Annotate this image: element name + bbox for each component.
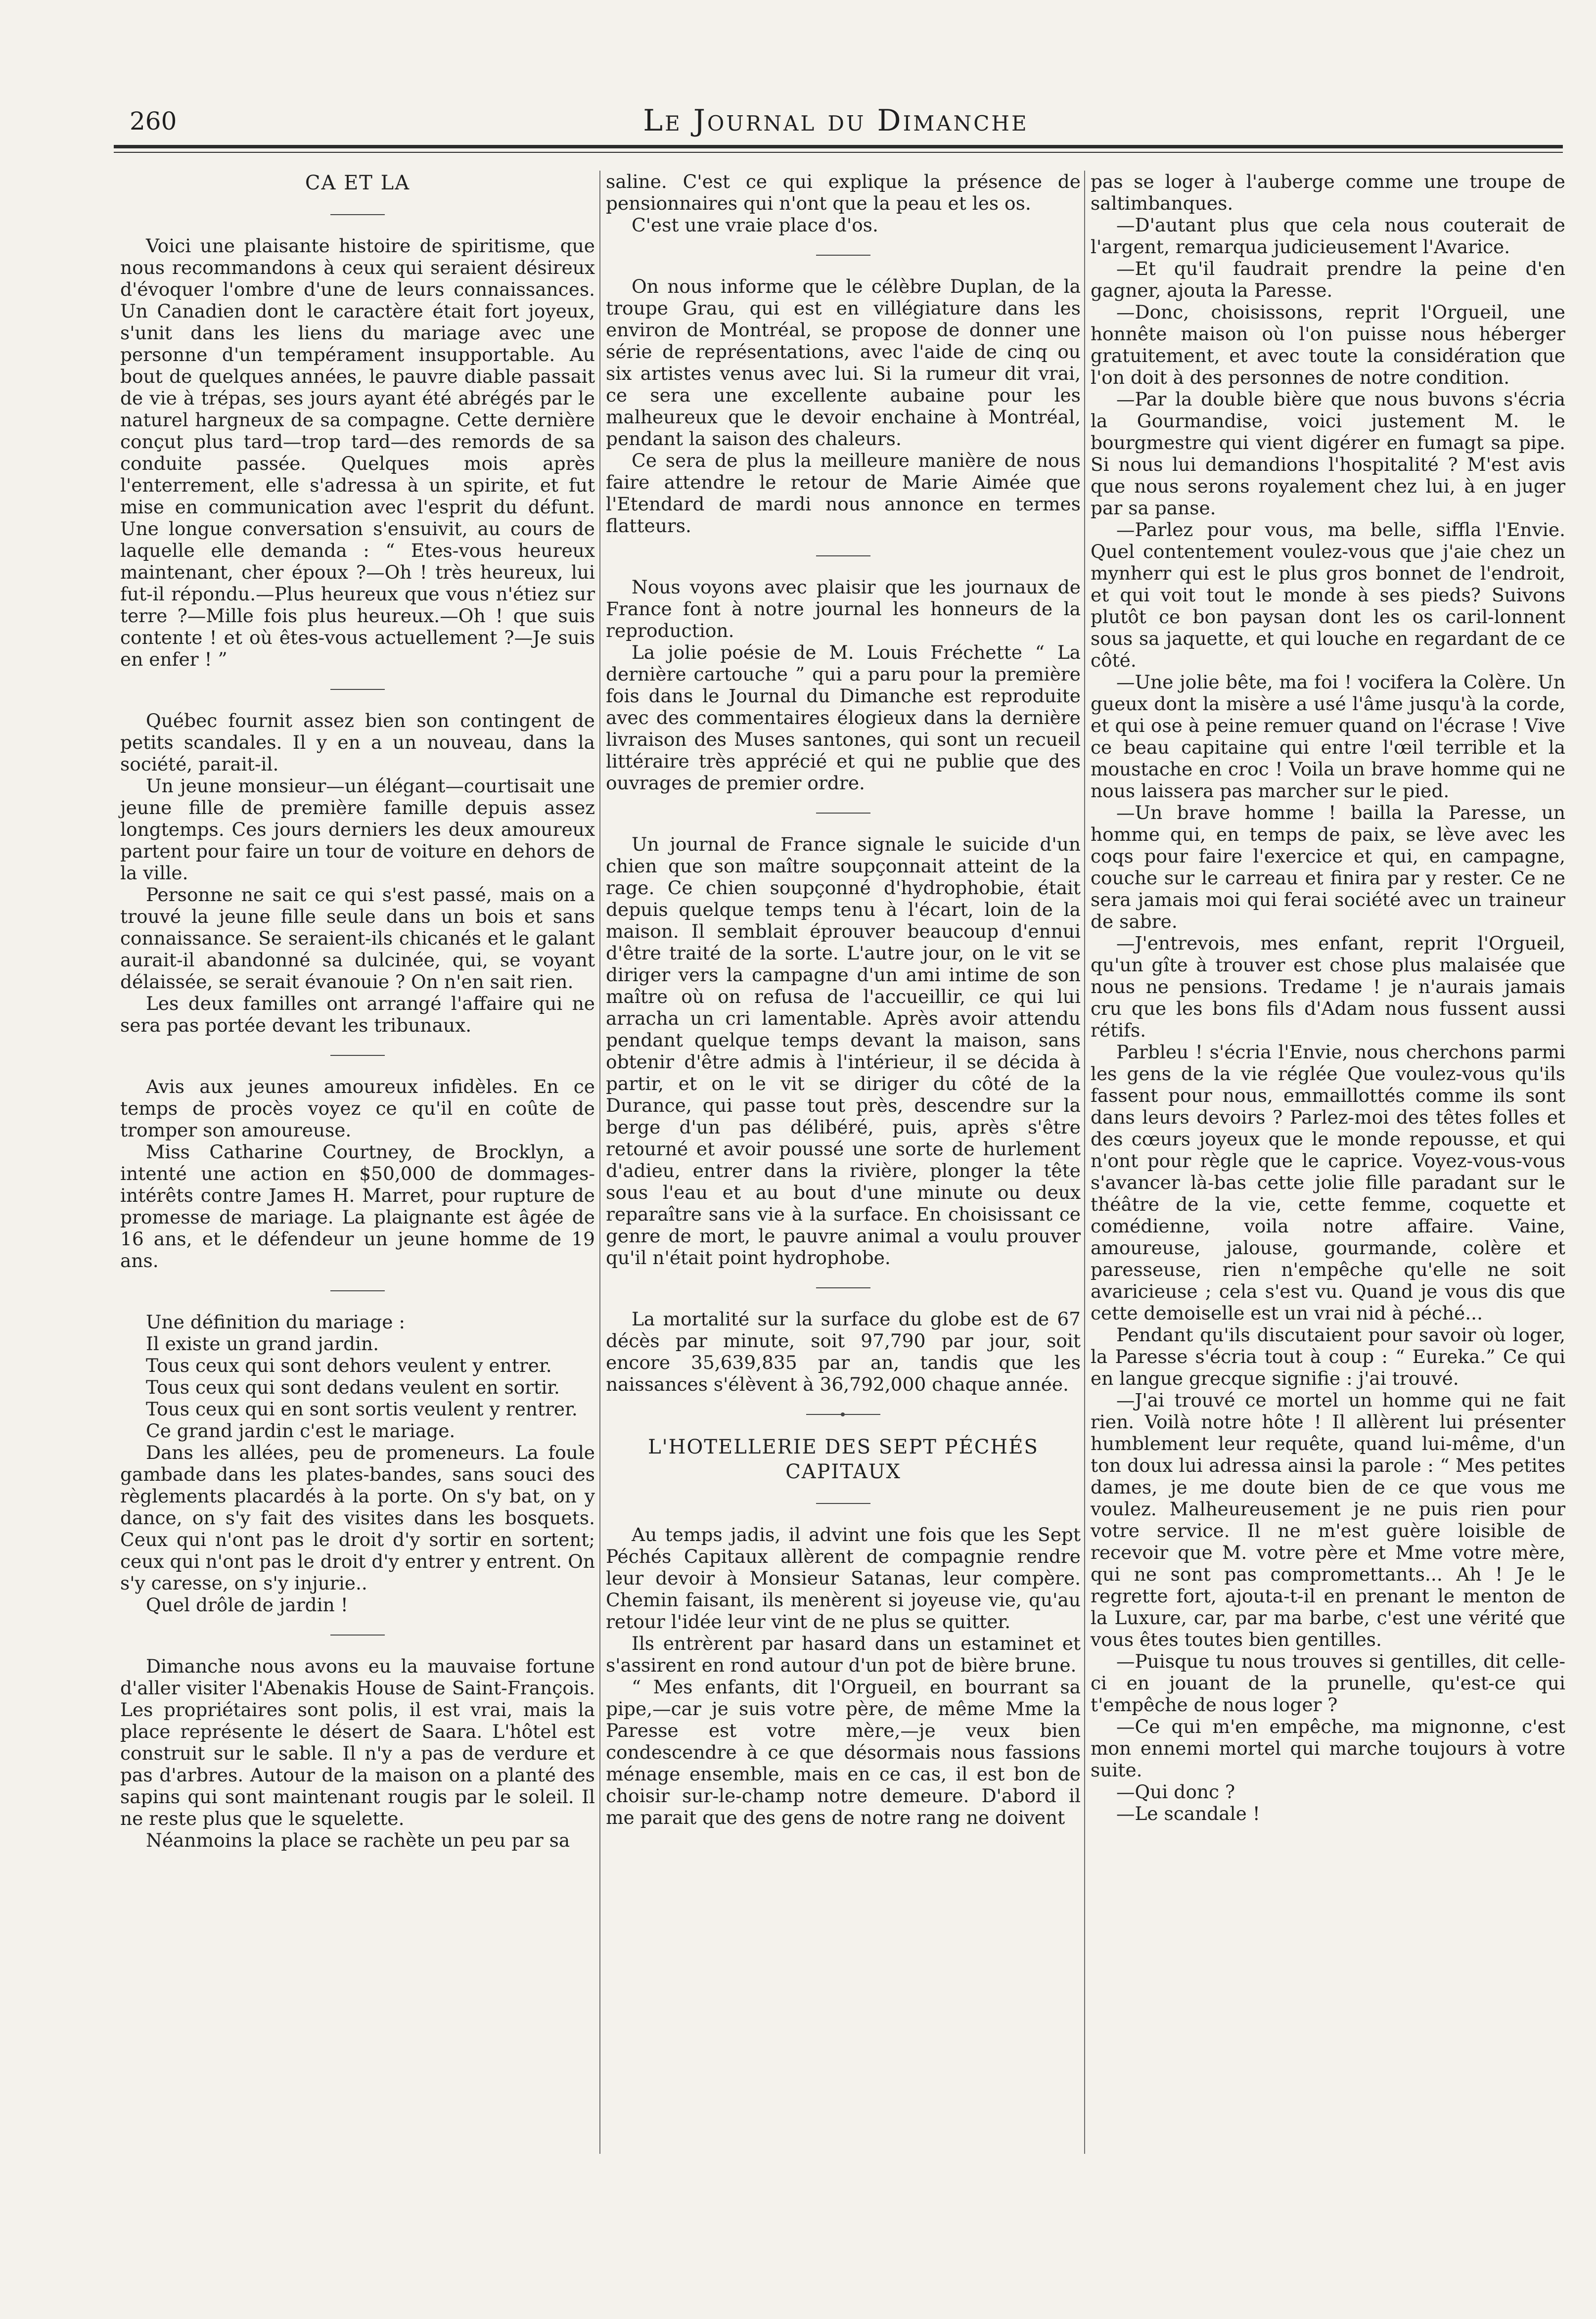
article-paragraph: Il existe un grand jardin. [146, 1333, 379, 1355]
journal-title: Le Journal du Dimanche [643, 103, 1029, 138]
article-paragraph: Dimanche nous avons eu la mauvaise fortune d'aller visiter l'Abenakis House de Saint-François. Les propriétaires sont polis, il est vrai, mais la place représente le désert de Saara. L'hôtel est construit sur le sable. Il n'y a pas de verdure et pas d'arbres. Autour de la maison on a planté des sapins qui sont maintenant rougis par le soleil. Il ne reste plus que le squelette. [120, 1655, 595, 1829]
column-one [120, 171, 595, 1851]
separator-rule [816, 813, 870, 814]
column-two [606, 171, 1081, 1828]
article-paragraph: Personne ne sait ce qui s'est passé, mais on a trouvé la jeune fille seule dans un bois et sans connaissance. Se seraient-ils chicanés et le galant aurait-il abandonné sa dulcinée, qui, se voyant délaissée, se serait évanouie ? On n'en sait rien. [120, 884, 595, 993]
separator-rule [330, 1055, 385, 1056]
article-paragraph: —Et qu'il faudrait prendre la peine d'en gagner, ajouta la Paresse. [1091, 258, 1565, 301]
article-paragraph: Ils entrèrent par hasard dans un estaminet et s'assirent en rond autour d'un pot de bière brune. [606, 1633, 1081, 1676]
separator-rule [330, 689, 385, 690]
separator-rule [816, 255, 870, 256]
article-paragraph: —Une jolie bête, ma foi ! vocifera la Colère. Un gueux dont la misère a usé l'âme jusqu'à la corde, et qui ose à peine remuer quand on l'écrase ! Vive ce beau capitaine qui entre l'œil terrible et la moustache en croc ! Voila un brave homme qui ne nous laissera pas marcher sur le pied. [1091, 671, 1565, 802]
article-paragraph: Ce grand jardin c'est le mariage. [146, 1420, 456, 1442]
article-paragraph: On nous informe que le célèbre Duplan, de la troupe Grau, qui est en villégiature dans les environ de Montréal, se propose de donner une série de représentations, avec l'aide de cinq ou six artistes venus avec lui. Si la rumeur dit vrai, ce sera une excellente aubaine pour les malheureux que le devoir enchaine à Montréal, pendant la saison des chaleurs. [606, 275, 1081, 450]
article-paragraph: Tous ceux qui sont dehors veulent y entrer. [146, 1355, 552, 1376]
separator-rule [816, 555, 870, 556]
article-paragraph: Une définition du mariage : [146, 1311, 405, 1333]
article-paragraph: pas se loger à l'auberge comme une troupe de saltimbanques. [1091, 171, 1565, 214]
article-paragraph: Avis aux jeunes amoureux infidèles. En ce temps de procès voyez ce qu'il en coûte de tromper son amoureuse. [120, 1076, 595, 1141]
separator-rule [330, 214, 385, 215]
separator-rule [816, 1287, 870, 1288]
separator-rule [330, 1635, 385, 1636]
article-paragraph: Tous ceux qui en sont sortis veulent y rentrer. [146, 1398, 578, 1420]
separator-rule [330, 1290, 385, 1291]
header-rule-thin [114, 152, 1563, 153]
article-paragraph: Un jeune monsieur—un élégant—courtisait une jeune fille de première famille depuis assez longtemps. Ces jours derniers les deux amoureux partent pour faire un tour de voiture en dehors de la ville. [120, 775, 595, 884]
article-paragraph: Miss Catharine Courtney, de Brocklyn, a intenté une action en $50,000 de dommages-intérêts contre James H. Marret, pour rupture de promesse de mariage. La plaignante est âgée de 16 ans, et le défendeur un jeune homme de 19 ans. [120, 1141, 595, 1272]
header-rule-thick [114, 145, 1563, 148]
article-paragraph: Québec fournit assez bien son contingent de petits scandales. Il y en a un nouveau, dans la société, parait-il. [120, 710, 595, 775]
article-paragraph: Parbleu ! s'écria l'Envie, nous cherchons parmi les gens de la vie réglée Que voulez-vous qu'ils fassent pour nous, emmaillottés comme ils sont dans leurs devoirs ? Parlez-moi des têtes folles et des cœurs joyeux que le monde repousse, et qui n'ont pour règle que le caprice. Voyez-vous-vous s'avancer là-bas cette jolie fille paradant sur le théâtre de la vie, cette femme, coquette et comédienne, voila notre affaire. Vaine, amoureuse, jalouse, gourmande, colère et paresseuse, rien n'empêche qu'elle ne soit avaricieuse ; cela s'est vu. Quand je vous dis que cette demoiselle est un vrai nid à péché... [1091, 1041, 1565, 1324]
page-header [114, 101, 1558, 141]
article-paragraph: Tous ceux qui sont dedans veulent en sortir. [146, 1376, 560, 1398]
column-divider [599, 171, 600, 2154]
article-paragraph: —J'entrevois, mes enfant, reprit l'Orgueil, qu'un gîte à trouver est chose plus malaisée que nous ne pensions. Tredame ! je n'aurais jamais cru que les bons fils d'Adam nous fussent aussi rétifs. [1091, 932, 1565, 1041]
article-paragraph: Néanmoins la place se rachète un peu par sa [146, 1829, 570, 1851]
section-heading-ca-et-la: CA ET LA [305, 172, 410, 194]
article-paragraph: —Un brave homme ! bailla la Paresse, un homme qui, en temps de paix, se lève avec les coqs pour faire l'exercice et qui, en campagne, couche sur le carreau et finira par y rester. Ce ne sera jamais moi qui ferai société avec un traineur de sabre. [1091, 802, 1565, 932]
ornamental-separator [806, 1414, 880, 1415]
article-paragraph: —Qui donc ? [1116, 1781, 1235, 1803]
article-paragraph: —Par la double bière que nous buvons s'écria la Gourmandise, voici justement M. le bourgmestre qui vient digérer en fumagt sa pipe. Si nous lui demandions l'hospitalité ? M'est avis que nous serons royalement chez lui, à en juger par sa panse. [1091, 388, 1565, 519]
article-paragraph: Nous voyons avec plaisir que les journaux de France font à notre journal les honneurs de la reproduction. [606, 576, 1081, 641]
article-paragraph: Voici une plaisante histoire de spiritisme, que nous recommandons à ceux qui seraient désireux d'évoquer l'ombre d'une de leurs connaissances. Un Canadien dont le caractère était fort joyeux, s'unit dans les liens du mariage avec une personne d'un tempérament insupportable. Au bout de quelques années, le pauvre diable passait de vie à trépas, ses jours ayant été abrégés par le naturel hargneux de sa compagne. Cette dernière conçut plus tard—trop tard—des remords de sa conduite passée. Quelques mois après l'enterrement, elle s'adressa à un spirite, et fut mise en communication avec l'esprit du défunt. Une longue conversation s'ensuivit, au cours de laquelle elle demanda : “ Etes-vous heureux maintenant, cher époux ?—Oh ! très heureux, lui fut-il répondu.—Plus heureux que vous n'étiez sur terre ?—Mille fois plus heureux.—Oh ! que suis contente ! et où êtes-vous actuellement ?—Je suis en enfer ! ” [120, 235, 595, 670]
article-paragraph: Quel drôle de jardin ! [146, 1594, 348, 1616]
page-number: 260 [130, 107, 177, 136]
article-paragraph: La mortalité sur la surface du globe est de 67 décès par minute, soit 97,790 par jour, soit encore 35,639,835 par an, tandis que les naissances s'élèvent à 36,792,000 chaque année. [606, 1308, 1081, 1395]
article-paragraph: —Le scandale ! [1116, 1803, 1260, 1824]
article-paragraph: Dans les allées, peu de promeneurs. La foule gambade dans les plates-bandes, sans souci des règlements placardés à la porte. On s'y bat, on y dance, on s'y fait des visites dans les bosquets. Ceux qui n'ont pas le droit d'y sortir en sortent; ceux qui n'ont pas le droit d'y entrer y entrent. On s'y caresse, on s'y injurie.. [120, 1442, 595, 1594]
article-paragraph: —Parlez pour vous, ma belle, siffla l'Envie. Quel contentement voulez-vous que j'aie chez un mynherr qui est le plus gros bonnet de l'endroit, et qui voit tout le monde à ses pieds? Suivons plutôt ce bon paysan dont les os caril-lonnent sous sa jaquette, et qui louche en regardant de ce côté. [1091, 519, 1565, 671]
article-paragraph: Les deux familles ont arrangé l'affaire qui ne sera pas portée devant les tribunaux. [120, 993, 595, 1036]
section-heading-hotellerie: L'HOTELLERIE DES SEPT PÉCHÉS CAPITAUX [648, 1436, 1039, 1483]
column-divider [1084, 171, 1085, 2154]
article-paragraph: —Puisque tu nous trouves si gentilles, dit celle-ci en jouant de la prunelle, qu'est-ce qui t'empêche de nous loger ? [1091, 1650, 1565, 1716]
article-paragraph: —J'ai trouvé ce mortel un homme qui ne fait rien. Voilà notre hôte ! Il allèrent lui présenter humblement leur requête, quand lui-même, d'un ton doux lui adressa ainsi la parole : “ Mes petites dames, je me doute bien de ce que vous me voulez. Malheureusement je ne puis rien pour votre service. Il ne m'est guère loisible de recevoir que M. votre père et Mme votre mère, qui ne sont pas compromettants... Ah ! Je le regrette fort, ajouta-t-il en prenant le menton de la Luxure, car, par ma barbe, c'est une vérité que vous êtes toutes bien gentilles. [1091, 1389, 1565, 1650]
article-paragraph: C'est une vraie place d'os. [632, 214, 878, 236]
column-three [1091, 171, 1565, 1824]
article-paragraph: —Ce qui m'en empêche, ma mignonne, c'est mon ennemi mortel qui marche toujours à votre suite. [1091, 1716, 1565, 1781]
article-paragraph: Pendant qu'ils discutaient pour savoir où loger, la Paresse s'écria tout à coup : “ Eureka.” Ce qui en langue grecque signifie : j'ai trouvé. [1091, 1324, 1565, 1389]
article-paragraph: La jolie poésie de M. Louis Fréchette “ La dernière cartouche ” qui a paru pour la première fois dans le Journal du Dimanche est reproduite avec des commentaires élogieux dans la dernière livraison des Muses santones, qui sont un recueil littéraire très apprécié et qui ne publie que des ouvrages de premier ordre. [606, 641, 1081, 794]
article-paragraph: Un journal de France signale le suicide d'un chien que son maître soupçonnait atteint de la rage. Ce chien soupçonné d'hydrophobie, était depuis quelque temps tenu à l'écart, loin de la maison. Il semblait éprouver beaucoup d'ennui d'être traité de la sorte. L'autre jour, on le vit se diriger vers la campagne d'un ami intime de son maître où on refusa de l'accueillir, ce qui lui arracha un cri lamentable. Après avoir attendu pendant quelque temps devant la maison, sans obtenir d'être admis à l'intérieur, il se décida à partir, et on le vit se diriger du côté de la Durance, qui passe tout près, descendre sur la berge d'un pas délibéré, puis, après s'être retourné et avoir poussé une sorte de hurlement d'adieu, entrer dans la rivière, plonger la tête sous l'eau et au bout d'une minute ou deux reparaître sans vie à la surface. En choisissant ce genre de mort, le pauvre animal a voulu prouver qu'il n'était point hydrophobe. [606, 833, 1081, 1269]
article-paragraph: —Donc, choisissons, reprit l'Orgueil, une honnête maison où l'on puisse nous héberger gratuitement, et avec toute la considération que l'on doit à des personnes de notre condition. [1091, 301, 1565, 388]
article-paragraph: “ Mes enfants, dit l'Orgueil, en bourrant sa pipe,—car je suis votre père, de même Mme la Paresse est votre mère,—je veux bien condescendre à ce que désormais nous fassions ménage ensemble, mais en ce cas, il est bon de choisir sur-le-champ notre demeure. D'abord il me parait que des gens de notre rang ne doivent [606, 1676, 1081, 1828]
article-paragraph: saline. C'est ce qui explique la présence de pensionnaires qui n'ont que la peau et les os. [606, 171, 1081, 214]
article-paragraph: Au temps jadis, il advint une fois que les Sept Péchés Capitaux allèrent de compagnie rendre leur devoir à Monsieur Satanas, leur compère. Chemin faisant, ils menèrent si joyeuse vie, qu'au retour l'idée leur vint de ne plus se quitter. [606, 1524, 1081, 1633]
separator-rule [816, 1503, 870, 1504]
article-paragraph: —D'autant plus que cela nous couterait de l'argent, remarqua judicieusement l'Avarice. [1091, 214, 1565, 258]
article-paragraph: Ce sera de plus la meilleure manière de nous faire attendre le retour de Marie Aimée que l'Etendard de mardi nous annonce en termes flatteurs. [606, 450, 1081, 537]
